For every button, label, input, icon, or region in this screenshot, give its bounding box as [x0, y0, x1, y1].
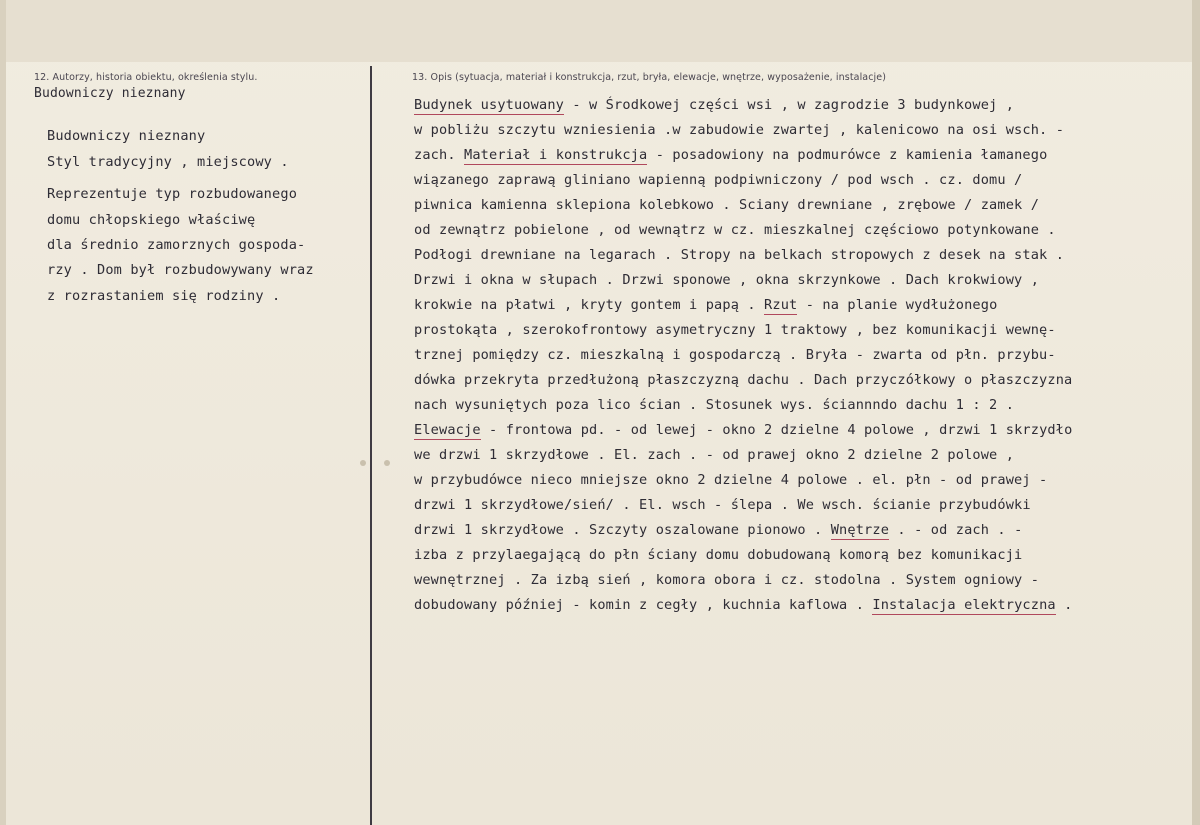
- left-line: rzy . Dom był rozbudowywany wraz: [47, 262, 314, 278]
- section-heading: Materiał i konstrukcja: [464, 147, 648, 163]
- left-line: Reprezentuje typ rozbudowanego: [47, 186, 298, 202]
- paper-mark: [360, 460, 366, 466]
- description-line: w przybudówce nieco mniejsze okno 2 dzielne 4 polowe . el. płn - od prawej -: [414, 472, 1048, 488]
- description-line: wewnętrznej . Za izbą sień , komora obora i cz. stodolna . System ogniowy -: [414, 572, 1040, 588]
- description-line: piwnica kamienna sklepiona kolebkowo . Sciany drewniane , zrębowe / zamek /: [414, 197, 1040, 213]
- description-line: Podłogi drewniane na legarach . Stropy na belkach stropowych z desek na stak .: [414, 247, 1065, 263]
- description-line: Elewacje - frontowa pd. - od lewej - okno 2 dzielne 4 polowe , drzwi 1 skrzydło: [414, 422, 1073, 438]
- description-line: zach. Materiał i konstrukcja - posadowiony na podmurówce z kamienia łamanego: [414, 147, 1048, 163]
- paper-mark: [384, 460, 390, 466]
- description-line: dówka przekryta przedłużoną płaszczyzną dachu . Dach przyczółkowy o płaszczyzna: [414, 372, 1073, 388]
- left-edge: [0, 0, 6, 825]
- description-line: nach wysuniętych poza lico ścian . Stosunek wys. ściannndo dachu 1 : 2 .: [414, 397, 1015, 413]
- left-line: domu chłopskiego właściwę: [47, 212, 256, 228]
- top-margin: [0, 0, 1200, 62]
- left-field-header: 12. Autorzy, historia obiektu, określenia stylu.: [34, 72, 258, 83]
- left-line: Budowniczy nieznany: [47, 128, 206, 144]
- description-line: wiązanego zaprawą gliniano wapienną podpiwniczony / pod wsch . cz. domu /: [414, 172, 1023, 188]
- description-line: krokwie na płatwi , kryty gontem i papą . Rzut - na planie wydłużonego: [414, 297, 998, 313]
- section-heading: Elewacje: [414, 422, 481, 438]
- section-heading: Instalacja elektryczna: [872, 597, 1056, 613]
- description-line: drzwi 1 skrzydłowe . Szczyty oszalowane pionowo . Wnętrze . - od zach . -: [414, 522, 1023, 538]
- description-line: we drzwi 1 skrzydłowe . El. zach . - od prawej okno 2 dzielne 2 polowe ,: [414, 447, 1015, 463]
- left-line: dla średnio zamorznych gospoda-: [47, 237, 306, 253]
- description-line: prostokąta , szerokofrontowy asymetryczny 1 traktowy , bez komunikacji wewnę-: [414, 322, 1056, 338]
- description-line: dobudowany później - komin z cegły , kuchnia kaflowa . Instalacja elektryczna .: [414, 597, 1073, 613]
- right-edge: [1192, 0, 1200, 825]
- description-line: w pobliżu szczytu wzniesienia .w zabudowie zwartej , kalenicowo na osi wsch. -: [414, 122, 1065, 138]
- left-heading: Budowniczy nieznany: [34, 86, 186, 101]
- description-line: trznej pomiędzy cz. mieszkalną i gospodarczą . Bryła - zwarta od płn. przybu-: [414, 347, 1056, 363]
- section-heading: Budynek usytuowany: [414, 97, 565, 113]
- section-heading: Rzut: [764, 297, 798, 313]
- right-field-header: 13. Opis (sytuacja, materiał i konstrukcja, rzut, bryła, elewacje, wnętrze, wyposażenie, instalacje): [412, 72, 887, 83]
- description-line: Drzwi i okna w słupach . Drzwi sponowe , okna skrzynkowe . Dach krokwiowy ,: [414, 272, 1040, 288]
- description-line: od zewnątrz pobielone , od wewnątrz w cz. mieszkalnej częściowo potynkowane .: [414, 222, 1056, 238]
- left-line: z rozrastaniem się rodziny .: [47, 288, 281, 304]
- left-line: Styl tradycyjny , miejscowy .: [47, 154, 289, 170]
- column-divider: [370, 66, 372, 825]
- description-line: drzwi 1 skrzydłowe/sień/ . El. wsch - ślepa . We wsch. ścianie przybudówki: [414, 497, 1031, 513]
- description-line: izba z przylaegającą do płn ściany domu dobudowaną komorą bez komunikacji: [414, 547, 1023, 563]
- section-heading: Wnętrze: [830, 522, 890, 538]
- description-line: Budynek usytuowany - w Środkowej części wsi , w zagrodzie 3 budynkowej ,: [414, 97, 1015, 113]
